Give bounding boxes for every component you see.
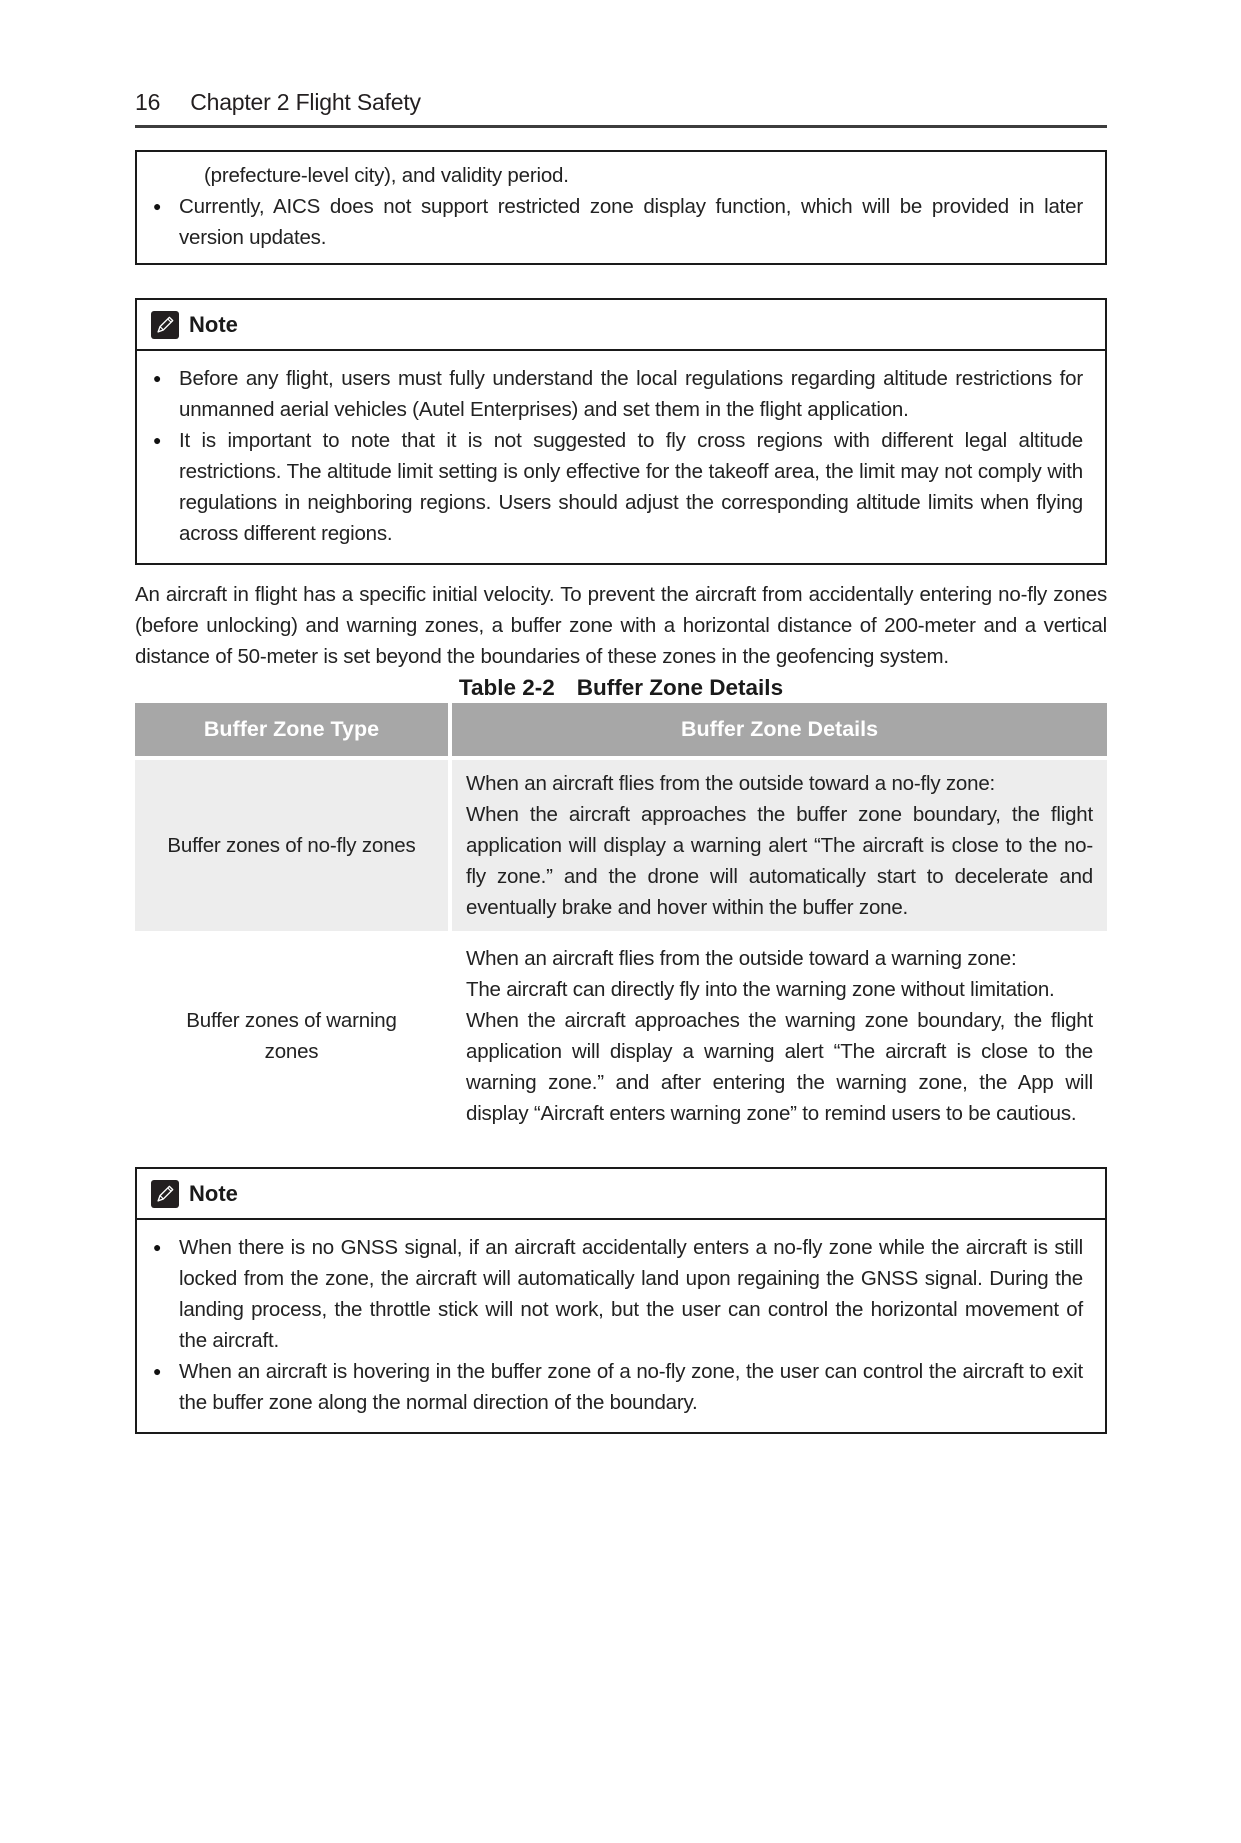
manual-page [0, 88, 1241, 1843]
bullet-icon: ● [153, 370, 162, 386]
table-row [135, 760, 1107, 931]
pencil-icon [151, 1180, 179, 1208]
list-item [151, 1356, 1083, 1418]
page-number: 16 [135, 89, 161, 115]
list-item [151, 1232, 1083, 1356]
list-item-text: Before any flight, users must fully understand the local regulations regarding altitude restrictions for unmanned aerial vehicles (Autel Enterprises) and set them in the flight application. [179, 367, 1083, 421]
bullet-icon: ● [153, 432, 162, 448]
table-row [135, 935, 1107, 1137]
note-label: Note [189, 312, 238, 337]
buffer-zone-table [135, 703, 1107, 1137]
intro-paragraph: An aircraft in flight has a specific initial velocity. To prevent the aircraft from accidentally entering no-fly zones (before unlocking) and warning zones, a buffer zone with a horizontal distance of 200-meter and a vertical distance of 50-meter is set beyond the boundaries of these zones in the geofencing system. [135, 583, 1107, 668]
cell-zone-details [452, 760, 1107, 931]
list-item-text: It is important to note that it is not suggested to fly cross regions with different legal altitude restrictions. The altitude limit setting is only effective for the takeoff area, the limit may not comply with regulations in neighboring regions. Users should adjust the corresponding altitude limits when flying across different regions. [179, 429, 1083, 545]
table-caption [135, 673, 1107, 702]
cell-zone-type [135, 935, 448, 1137]
header-rule [135, 125, 1107, 128]
note-header [137, 300, 1105, 351]
table-caption-title: Buffer Zone Details [576, 675, 784, 700]
table-header-row [135, 703, 1107, 756]
list-item [151, 363, 1083, 425]
page-header [135, 88, 1107, 116]
cell-zone-type-text: Buffer zones of warning zones [186, 1009, 397, 1063]
column-header-type: Buffer Zone Type [135, 703, 448, 756]
continuation-box [135, 150, 1107, 265]
cell-zone-type [135, 760, 448, 931]
note-box-1 [135, 298, 1107, 565]
cell-paragraph: When the aircraft approaches the warning zone boundary, the flight application will display a warning alert “The aircraft is close to the warning zone.” and after entering the warning zone, the App will display “Aircraft enters warning zone” to remind users to be cautious. [466, 1009, 1093, 1125]
list-item [151, 191, 1083, 253]
pencil-icon [151, 311, 179, 339]
continuation-indented-line: (prefecture-level city), and validity period. [204, 164, 569, 187]
list-item [151, 425, 1083, 549]
column-header-details: Buffer Zone Details [452, 703, 1107, 756]
table-caption-label: Table 2-2 [458, 675, 555, 700]
note-box-2 [135, 1167, 1107, 1434]
note-body [137, 1220, 1105, 1432]
cell-zone-details [452, 935, 1107, 1137]
bullet-icon: ● [153, 1239, 162, 1255]
list-item-text: When an aircraft is hovering in the buffer zone of a no-fly zone, the user can control the aircraft to exit the buffer zone along the normal direction of the boundary. [179, 1360, 1083, 1414]
page-content [135, 88, 1107, 1434]
list-item-text: Currently, AICS does not support restricted zone display function, which will be provided in later version updates. [179, 195, 1083, 249]
note-label: Note [189, 1181, 238, 1206]
cell-paragraph: The aircraft can directly fly into the warning zone without limitation. [466, 978, 1055, 1001]
list-item-text: When there is no GNSS signal, if an aircraft accidentally enters a no-fly zone while the aircraft is still locked from the zone, the aircraft will automatically land upon regaining the GNSS signal. During the landing process, the throttle stick will not work, but the user can control the horizontal movement of the aircraft. [179, 1236, 1083, 1352]
cell-paragraph: When an aircraft flies from the outside toward a no-fly zone: [466, 772, 996, 795]
cell-paragraph: When the aircraft approaches the buffer zone boundary, the flight application will display a warning alert “The aircraft is close to the no-fly zone.” and the drone will automatically start to decelerate and eventually brake and hover within the buffer zone. [466, 803, 1093, 919]
bullet-icon: ● [153, 198, 162, 214]
note-body [137, 351, 1105, 563]
note-header [137, 1169, 1105, 1220]
cell-zone-type-text: Buffer zones of no-fly zones [167, 834, 416, 857]
chapter-title: Chapter 2 Flight Safety [190, 89, 421, 115]
bullet-icon: ● [153, 1363, 162, 1379]
cell-paragraph: When an aircraft flies from the outside toward a warning zone: [466, 947, 1017, 970]
